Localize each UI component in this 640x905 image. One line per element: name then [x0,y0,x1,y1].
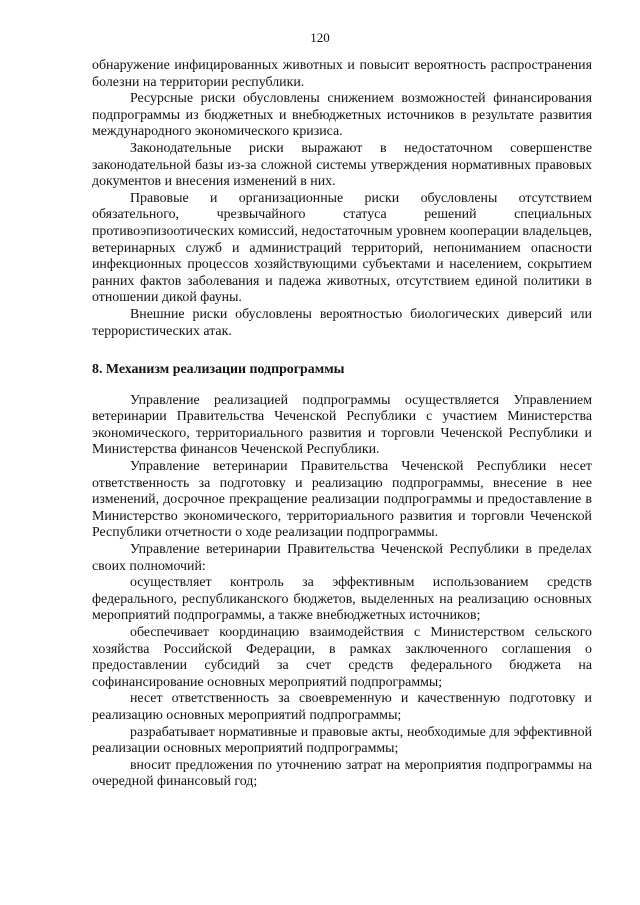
paragraph-management: Управление реализацией подпрограммы осуществляется Управлением ветеринарии Правительства Чеченской Республики с участием Министерства экономического, территориального развития и торговли Чеченской Республики и Министерства финансов Чеченской Республики. [92,392,592,458]
document-body [92,58,592,791]
list-item-quality: несет ответственность за своевременную и качественную подготовку и реализацию основных мероприятий подпрограммы; [92,691,592,723]
paragraph-external-risks: Внешние риски обусловлены вероятностью биологических диверсий или террористических атак. [92,306,592,339]
paragraph-resource-risks: Ресурсные риски обусловлены снижением возможностей финансирования подпрограммы из бюджетных и внебюджетных источников в результате развития международного экономического кризиса. [92,91,592,140]
section-heading: 8. Механизм реализации подпрограммы [92,362,345,378]
list-item-proposals: вносит предложения по уточнению затрат на мероприятия подпрограммы на очередной финансовый год; [92,757,592,790]
page-number: 120 [310,30,330,45]
paragraph-responsibility: Управление ветеринарии Правительства Чеченской Республики несет ответственность за подготовку и реализацию подпрограммы, внесение в нее изменений, досрочное прекращение реализации подпрограммы и предоставление в Министерство экономического, территориального развития и торговли Чеченской Республики отчетности о ходе реализации подпрограммы. [92,459,592,541]
paragraph-legal-organizational-risks: Правовые и организационные риски обусловлены отсутствием обязательного, чрезвычайного статуса решений специальных противоэпизоотических комиссий, недостаточным уровнем кооперации владельцев, ветеринарных служб и администраций территорий, непониманием опасности инфекционных процессов хозяйствующими субъектами и населением, сокрытием ранних фактов заболевания и падежа животных, отсутствием единой политики в отношении дикой фауны. [92,190,592,306]
list-item-coordination: обеспечивает координацию взаимодействия с Министерством сельского хозяйства Российской Федерации, в рамках заключенного соглашения о предоставлении субсидий за счет средств федерального бюджета на софинансирование основных мероприятий подпрограммы; [92,625,592,690]
list-item-control: осуществляет контроль за эффективным использованием средств федерального, республиканского бюджетов, выделенных на реализацию основных мероприятий подпрограммы, а также внебюджетных источников; [92,575,592,624]
paragraph-legislative-risks: Законодательные риски выражают в недостаточном совершенстве законодательной базы из-за сложной системы утверждения нормативных правовых документов и внесения изменений в них. [92,140,592,190]
paragraph-powers-intro: Управление ветеринарии Правительства Чеченской Республики в пределах своих полномочий: [92,542,592,574]
paragraph-continuation: обнаружение инфицированных животных и повысит вероятность распространения болезни на территории республики. [92,58,592,90]
list-item-regulations: разрабатывает нормативные и правовые акты, необходимые для эффективной реализации основных мероприятий подпрограммы; [92,724,592,757]
